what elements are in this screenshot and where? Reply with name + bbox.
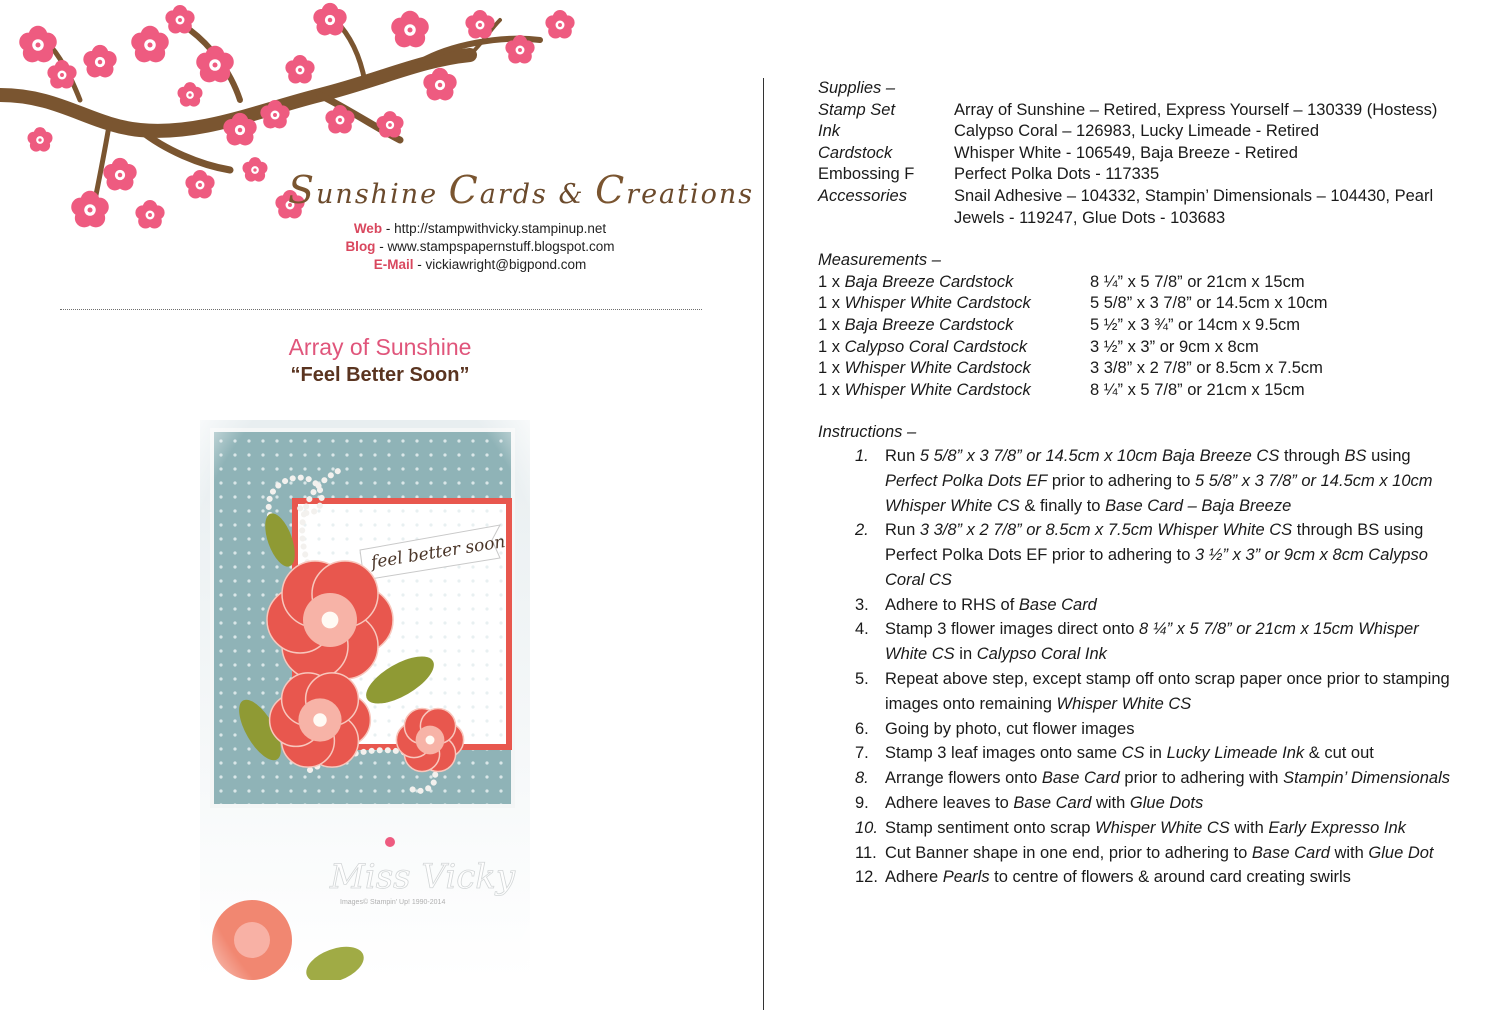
instruction-step	[818, 444, 1468, 518]
step-text-segment: Arrange flowers onto	[885, 769, 1042, 788]
step-text-segment: Early Expresso Ink	[1268, 818, 1406, 837]
step-text-segment: Stamp 3 flower images direct onto	[885, 620, 1140, 639]
step-number: 8.	[855, 769, 869, 788]
blossom-icon	[313, 3, 346, 36]
step-text-segment: Adhere to RHS of	[885, 595, 1019, 614]
measurements-heading: Measurements –	[818, 251, 941, 270]
step-number: 6.	[855, 719, 869, 738]
email-link[interactable]: vickiawright@bigpond.com	[425, 257, 587, 272]
step-text-segment: Whisper White CS	[1095, 818, 1230, 837]
step-text-segment: Glue Dots	[1129, 794, 1204, 813]
blossom-icon	[423, 68, 456, 101]
supply-value: Calypso Coral – 126983, Lucky Limeade - Retired	[954, 122, 1320, 141]
step-text-segment: Adhere leaves to	[885, 794, 1014, 813]
step-number: 10.	[855, 818, 878, 837]
measurement-cardstock: Baja Breeze Cardstock	[844, 272, 1014, 291]
step-text-segment: Stamp sentiment onto scrap	[885, 818, 1096, 837]
measurement-size: 5 5/8” x 3 7/8” or 14.5cm x 10cm	[1090, 294, 1328, 313]
blossom-icon	[177, 82, 202, 106]
instructions-panel	[818, 78, 1468, 890]
step-text-segment: Base Card – Baja Breeze	[1105, 496, 1292, 515]
step-text	[885, 617, 1468, 667]
measurement-row	[818, 272, 1468, 294]
step-number: 4.	[855, 620, 869, 639]
instructions-list	[818, 444, 1468, 890]
measurement-size: 3 3/8” x 2 7/8” or 8.5cm x 7.5cm	[1090, 359, 1323, 378]
instruction-step	[818, 518, 1468, 592]
step-number: 2.	[855, 521, 869, 540]
step-number: 7.	[855, 744, 869, 763]
dotted-divider	[60, 309, 702, 310]
blossom-icon	[103, 158, 136, 191]
step-text-segment: CS	[1121, 744, 1145, 763]
step-text	[885, 766, 1468, 791]
step-text-segment: Base Card	[1018, 595, 1097, 614]
step-text-segment: Run	[885, 521, 920, 540]
step-text-segment: Stamp 3 leaf images onto same	[885, 744, 1122, 763]
step-text-segment: in	[1144, 744, 1167, 763]
supply-label: Cardstock	[818, 143, 893, 162]
supply-row	[818, 143, 1468, 165]
blossom-icon	[47, 60, 76, 88]
step-text	[885, 717, 1468, 742]
step-text-segment: Cut Banner shape in one end, prior to adhering to	[885, 843, 1252, 862]
step-text-segment: with	[1329, 843, 1369, 862]
step-text-segment: Adhere	[885, 868, 943, 887]
supply-row	[818, 186, 1468, 229]
blossom-icon	[83, 45, 116, 78]
step-text-segment: Glue Dot	[1368, 843, 1434, 862]
step-text	[885, 791, 1468, 816]
measurement-cardstock: Whisper White Cardstock	[844, 380, 1031, 399]
step-text	[885, 816, 1468, 841]
card-title: Array of Sunshine	[288, 334, 472, 360]
step-text-segment: Run	[885, 446, 920, 465]
step-text-segment: prior to adhering to	[1047, 471, 1195, 490]
step-text-segment: Going by photo, cut flower images	[885, 719, 1135, 738]
step-text-segment: prior to adhering with	[1119, 769, 1284, 788]
supply-value: Array of Sunshine – Retired, Express Yourself – 130339 (Hostess)	[954, 100, 1438, 119]
step-text-segment: & finally to	[1019, 496, 1106, 515]
measurement-row	[818, 315, 1468, 337]
measurement-item	[818, 337, 1090, 359]
supply-value: Snail Adhesive – 104332, Stampin’ Dimensionals – 104430, Pearl Jewels - 119247, Glue Dots - 103683	[954, 186, 1434, 227]
blossom-icon	[185, 170, 214, 198]
blossom-icon	[465, 10, 494, 38]
supply-value: Whisper White - 106549, Baja Breeze - Retired	[954, 143, 1298, 162]
step-text-segment: 3 3/8” x 2 7/8” or 8.5cm x 7.5cm Whisper White CS	[919, 521, 1293, 540]
measurement-qty: 1 x	[818, 337, 841, 356]
measurement-cardstock: Whisper White Cardstock	[844, 294, 1031, 313]
measurement-item	[818, 358, 1090, 380]
measurements-list	[818, 272, 1468, 402]
instruction-step	[818, 865, 1468, 890]
blossom-icon	[165, 5, 194, 33]
step-text-segment: Base Card	[1013, 794, 1092, 813]
instruction-step	[818, 766, 1468, 791]
step-text-segment: through	[1279, 446, 1345, 465]
measurement-item	[818, 315, 1090, 337]
measurement-qty: 1 x	[818, 315, 841, 334]
measurement-cardstock: Calypso Coral Cardstock	[844, 337, 1028, 356]
contact-email: E-Mail - vickiawright@bigpond.com	[373, 257, 587, 272]
supplies-heading: Supplies –	[818, 79, 896, 97]
blossom-icon	[19, 26, 57, 63]
instruction-step	[818, 667, 1468, 717]
blossom-icon	[196, 46, 234, 83]
step-text-segment: Perfect Polka Dots EF	[885, 471, 1048, 490]
measurement-item	[818, 272, 1090, 294]
instruction-step	[818, 741, 1468, 766]
step-text-segment: in	[954, 645, 977, 664]
supply-row	[818, 100, 1468, 122]
supply-value: Perfect Polka Dots - 117335	[954, 165, 1160, 184]
card-subtitle: “Feel Better Soon”	[290, 364, 470, 386]
instructions-heading: Instructions –	[818, 423, 917, 442]
web-link[interactable]: http://stampwithvicky.stampinup.net	[394, 221, 607, 236]
instruction-step	[818, 816, 1468, 841]
step-number: 12.	[855, 868, 878, 887]
step-text-segment: Lucky Limeade Ink	[1166, 744, 1305, 763]
cherry-blossom-branch-illustration	[0, 0, 690, 250]
measurement-size: 5 ½” x 3 ¾” or 14cm x 9.5cm	[1090, 315, 1300, 334]
measurement-item	[818, 380, 1090, 402]
measurement-row	[818, 380, 1468, 402]
step-text	[885, 741, 1468, 766]
step-text-segment: through BS using Perfect Polka Dots EF prior to adhering to	[885, 521, 1424, 565]
blossom-icon	[27, 127, 52, 151]
blog-link[interactable]: www.stampspapernstuff.blogspot.com	[387, 239, 615, 254]
step-number: 1.	[855, 446, 869, 465]
step-text-segment: 5 5/8” x 3 7/8” or 14.5cm x 10cm Baja Breeze CS	[919, 446, 1280, 465]
measurement-row	[818, 358, 1468, 380]
blossom-icon	[71, 191, 109, 228]
measurement-size: 3 ½” x 3” or 9cm x 8cm	[1090, 337, 1259, 356]
step-text-segment: Whisper White CS	[1056, 694, 1192, 713]
step-text-segment: 8 ¼” x 5 7/8” or 21cm x 15cm Whisper White CS	[885, 620, 1419, 664]
measurement-qty: 1 x	[818, 380, 841, 399]
step-text	[885, 444, 1468, 518]
measurement-qty: 1 x	[818, 294, 841, 313]
blossom-icon	[285, 55, 314, 83]
instruction-step	[818, 593, 1468, 618]
blossom-icon	[376, 111, 403, 137]
step-number: 11.	[855, 843, 877, 862]
measurement-size: 8 ¼” x 5 7/8” or 21cm x 15cm	[1090, 380, 1305, 399]
contact-blog: Blog - www.stampspapernstuff.blogspot.com	[345, 239, 615, 254]
supply-row	[818, 164, 1468, 186]
blossom-icon	[391, 11, 429, 48]
supply-label: Accessories	[818, 186, 907, 205]
step-text	[885, 667, 1468, 717]
blossom-icon	[242, 157, 267, 181]
measurement-size: 8 ¼” x 5 7/8” or 21cm x 15cm	[1090, 272, 1305, 291]
step-text	[885, 593, 1468, 618]
step-number: 9.	[855, 794, 869, 813]
step-text-segment: with	[1091, 794, 1130, 813]
instruction-step	[818, 791, 1468, 816]
step-text-segment: Repeat above step, except stamp off onto scrap paper once prior to stamping images onto remaining	[885, 670, 1450, 713]
measurement-item	[818, 293, 1090, 315]
supplies-list	[818, 100, 1468, 230]
supply-label: Stamp Set	[818, 100, 896, 119]
measurement-cardstock: Baja Breeze Cardstock	[844, 315, 1014, 334]
step-text-segment: using	[1366, 446, 1411, 465]
step-text-segment: Base Card	[1251, 843, 1330, 862]
step-number: 3.	[855, 595, 869, 614]
supply-label: Embossing F	[818, 165, 915, 184]
step-text-segment: Base Card	[1041, 769, 1120, 788]
step-text-segment: Stampin’ Dimensionals	[1283, 769, 1450, 788]
instruction-step	[818, 617, 1468, 667]
instruction-step	[818, 841, 1468, 866]
measurement-row	[818, 293, 1468, 315]
supply-row	[818, 121, 1468, 143]
blossom-icon	[135, 200, 164, 228]
step-number: 5.	[855, 670, 869, 689]
step-text	[885, 865, 1468, 890]
brand-logo: Sunshine Cards & Creations	[288, 168, 755, 212]
instruction-step	[818, 717, 1468, 742]
step-text-segment: to centre of flowers & around card creating swirls	[989, 868, 1351, 887]
step-text-segment: BS	[1344, 446, 1367, 465]
step-text	[885, 518, 1468, 592]
step-text-segment: Pearls	[942, 868, 990, 887]
step-text-segment: & cut out	[1304, 744, 1374, 763]
measurement-cardstock: Whisper White Cardstock	[844, 359, 1031, 378]
blossom-icon	[131, 26, 169, 63]
step-text-segment: with	[1229, 818, 1269, 837]
step-text	[885, 841, 1468, 866]
card-photo	[200, 420, 530, 980]
contact-block	[300, 220, 660, 274]
supply-label: Ink	[818, 122, 841, 141]
measurement-qty: 1 x	[818, 272, 841, 291]
measurement-row	[818, 337, 1468, 359]
step-text-segment: Calypso Coral Ink	[976, 645, 1107, 664]
blossom-icon	[545, 10, 574, 38]
measurement-qty: 1 x	[818, 359, 841, 378]
step-text-segment: 3 ½” x 3” or 9cm x 8cm Calypso Coral CS	[885, 546, 1428, 589]
step-text-segment: 5 5/8” x 3 7/8” or 14.5cm x 10cm Whisper White CS	[885, 471, 1433, 515]
contact-web: Web - http://stampwithvicky.stampinup.net	[353, 221, 607, 236]
vertical-divider	[763, 78, 764, 1010]
